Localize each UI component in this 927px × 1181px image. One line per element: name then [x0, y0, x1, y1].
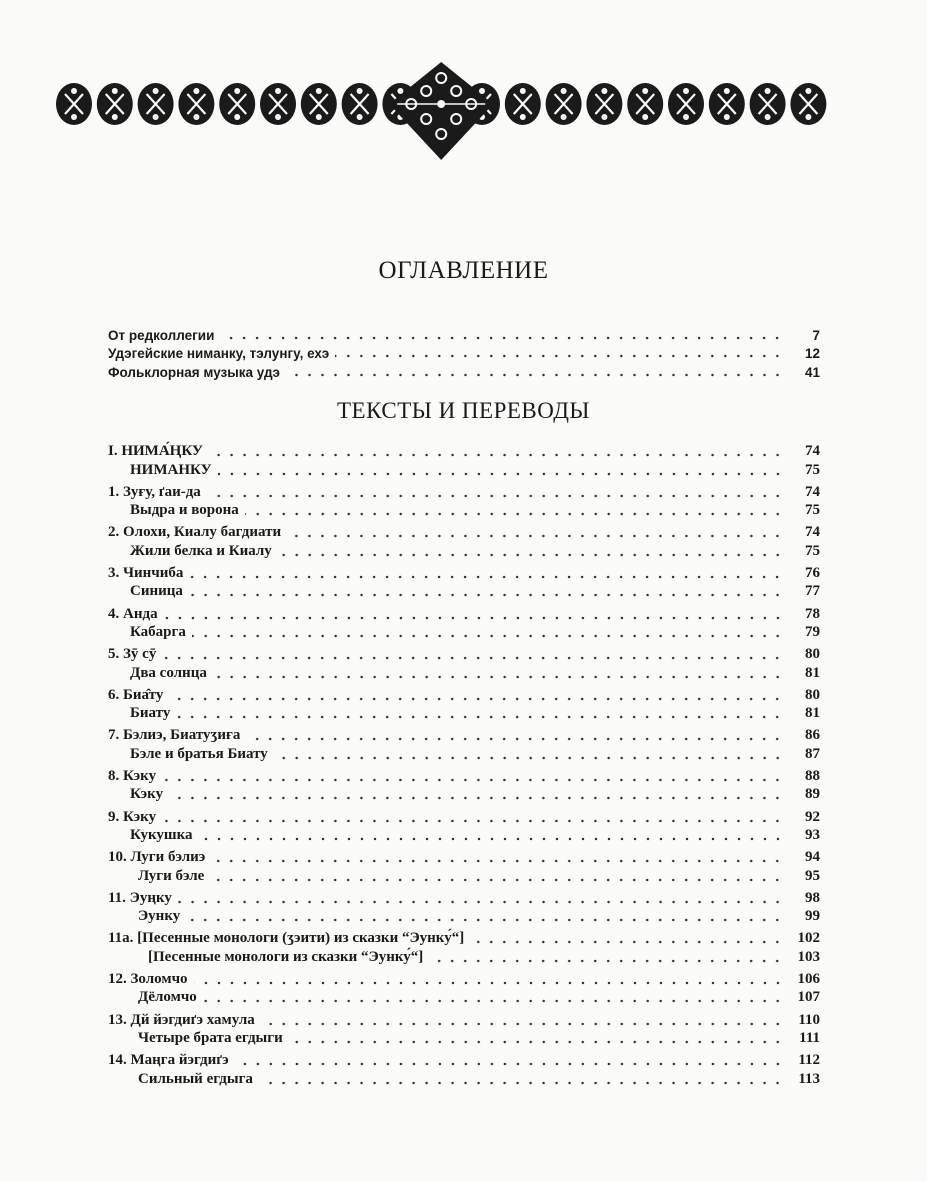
ornament-motif [260, 83, 296, 125]
dot-leader [211, 849, 784, 863]
ornament-motif [505, 83, 541, 125]
toc-entry[interactable] [108, 361, 820, 380]
dot-leader [209, 443, 784, 457]
page-number: 94 [805, 849, 820, 866]
toc-entry-label: Жили белка и Киалу [130, 542, 272, 559]
dot-leader [245, 502, 784, 516]
dot-leader [194, 971, 784, 985]
toc-entry[interactable] [108, 907, 820, 925]
ornament-motif [219, 83, 255, 125]
page-number: 41 [804, 364, 820, 380]
dot-leader [162, 809, 784, 823]
page-number: 89 [805, 786, 820, 803]
dot-leader [274, 746, 784, 760]
page-number: 81 [805, 664, 820, 681]
toc-group [108, 726, 820, 763]
ornament-center-motif [389, 62, 493, 160]
dot-leader [246, 727, 784, 741]
toc-entry[interactable] [108, 523, 820, 541]
toc-list [108, 442, 820, 1092]
toc-entry[interactable] [108, 929, 820, 947]
toc-group [108, 523, 820, 560]
toc-entry-label: Фольклорная музыка удэ [108, 364, 280, 380]
toc-entry-label: 4. Анда [108, 605, 158, 622]
toc-entry-label: 14. Маңга йэгдиґэ [108, 1052, 229, 1069]
page-number: 92 [805, 808, 820, 825]
toc-entry[interactable] [108, 826, 820, 844]
toc-entry[interactable] [108, 1010, 820, 1028]
dot-leader [278, 543, 784, 557]
toc-entry[interactable] [108, 1069, 820, 1087]
dot-leader [210, 868, 784, 882]
page-number: 88 [805, 768, 820, 785]
dot-leader [169, 786, 784, 800]
page-number: 12 [804, 346, 820, 361]
toc-entry[interactable] [108, 343, 820, 362]
ornament-motif [668, 83, 704, 125]
toc-entry[interactable] [108, 541, 820, 559]
toc-entry-label: Синица [130, 583, 183, 600]
dot-leader [186, 908, 784, 922]
dot-leader [203, 989, 784, 1003]
dot-leader [178, 890, 784, 904]
toc-entry[interactable] [108, 582, 820, 600]
toc-group [108, 970, 820, 1007]
page-number: 77 [805, 583, 820, 600]
front-matter-list [108, 324, 820, 380]
dot-leader [261, 1012, 784, 1026]
toc-entry[interactable] [108, 988, 820, 1006]
dot-leader [189, 583, 784, 597]
toc-entry-label: Биату [130, 705, 171, 722]
page-number: 74 [805, 443, 820, 460]
toc-entry-label: 13. Дй йэгдиґэ хамула [108, 1011, 255, 1028]
toc-entry[interactable] [108, 726, 820, 744]
toc-entry-label: Дёломчо [138, 989, 197, 1006]
toc-entry[interactable] [108, 564, 820, 582]
decorative-ornament-border [56, 62, 866, 162]
toc-entry[interactable] [108, 501, 820, 519]
dot-leader [259, 1071, 784, 1085]
toc-entry-label: 2. Олохи, Киалу багдиати [108, 524, 282, 541]
dot-leader [235, 1052, 784, 1066]
page-number: 80 [805, 686, 820, 703]
toc-group [108, 1010, 820, 1047]
toc-entry[interactable] [108, 324, 820, 343]
toc-entry-label: 11а. [Песенные монологи (ʒэити) из сказки “Эунку́“] [108, 930, 465, 947]
page-number: 78 [805, 605, 820, 622]
toc-entry-label: Кабарга [130, 623, 186, 640]
page-number: 87 [805, 745, 820, 762]
ornament-motif [138, 83, 174, 125]
toc-entry-label: Сильный егдыга [138, 1070, 253, 1087]
toc-entry[interactable] [108, 947, 820, 965]
page-number: 99 [805, 908, 820, 925]
toc-entry[interactable] [108, 866, 820, 884]
toc-group [108, 807, 820, 844]
toc-group [108, 442, 820, 479]
toc-entry[interactable] [108, 645, 820, 663]
toc-entry[interactable] [108, 460, 820, 478]
toc-entry-label: Кэку [130, 786, 164, 803]
ornament-motif [750, 83, 786, 125]
page-number: 95 [805, 867, 820, 884]
toc-entry[interactable] [108, 807, 820, 825]
dot-leader [162, 646, 784, 660]
dot-leader [335, 344, 784, 358]
page-number: 112 [798, 1052, 820, 1069]
dot-leader [287, 524, 784, 538]
toc-entry[interactable] [108, 623, 820, 641]
toc-group [108, 767, 820, 804]
page-number: 76 [805, 565, 820, 582]
dot-leader [189, 565, 784, 579]
dot-leader [199, 827, 784, 841]
toc-entry-label: Два солнца [130, 664, 207, 681]
ornament-motif [546, 83, 582, 125]
toc-entry-label: Выдра и ворона [130, 502, 239, 519]
toc-entry-label: 5. Зӯ сӯ [108, 646, 157, 663]
toc-entry[interactable] [108, 663, 820, 681]
page-number: 7 [812, 327, 820, 343]
toc-entry-label: НИМАНКУ [130, 461, 212, 478]
toc-entry[interactable] [108, 1029, 820, 1047]
toc-entry-label: 12. Золомчо [108, 971, 188, 988]
ornament-motif [709, 83, 745, 125]
page-number: 111 [799, 1029, 820, 1046]
dot-leader [220, 326, 784, 340]
page-number: 75 [805, 542, 820, 559]
toc-entry[interactable] [108, 767, 820, 785]
page-number: 75 [805, 461, 820, 478]
toc-entry[interactable] [108, 785, 820, 803]
page-number: 81 [805, 705, 820, 722]
toc-group [108, 483, 820, 520]
toc-group [108, 604, 820, 641]
page-number: 107 [797, 989, 820, 1006]
toc-group [108, 889, 820, 926]
page-number: 80 [805, 646, 820, 663]
toc-entry-label: От редколлегии [108, 327, 215, 343]
toc-entry[interactable] [108, 848, 820, 866]
toc-group [108, 929, 820, 966]
page-number: 103 [797, 948, 820, 965]
toc-entry[interactable] [108, 704, 820, 722]
toc-entry-label: Удэгейские нимaнку, тэлунгу, ехэ [108, 346, 330, 361]
dot-leader [164, 606, 784, 620]
toc-entry-label: Луги бэле [138, 867, 205, 884]
ornament-motif [342, 83, 378, 125]
ornament-motif [301, 83, 337, 125]
ornament-motif [627, 83, 663, 125]
dot-leader [169, 687, 784, 701]
toc-entry-label: 10. Луги бэлиэ [108, 849, 206, 866]
dot-leader [289, 1030, 784, 1044]
ornament-motif [97, 83, 133, 125]
toc-entry-label: 9. Кэку [108, 808, 157, 825]
toc-entry-label: 7. Бэлиэ, Биатуʒиға [108, 727, 241, 744]
toc-entry-label: 8. Кэку [108, 768, 157, 785]
toc-entry[interactable] [108, 1051, 820, 1069]
page-number: 86 [805, 727, 820, 744]
dot-leader [286, 363, 784, 377]
toc-entry-label: 11. Эуңку [108, 889, 172, 906]
dot-leader [162, 768, 784, 782]
toc-entry-label: Четыре брата егдыги [138, 1029, 283, 1046]
toc-group [108, 686, 820, 723]
section-title: ТЕКСТЫ И ПЕРЕВОДЫ [337, 398, 590, 423]
dot-leader [207, 484, 784, 498]
toc-entry[interactable] [108, 744, 820, 762]
page-number: 74 [805, 524, 820, 541]
ornament-motif [56, 83, 92, 125]
toc-entry[interactable] [108, 483, 820, 501]
toc-entry-label: Кукушка [130, 826, 193, 843]
dot-leader [470, 930, 784, 944]
page-number: 110 [798, 1011, 820, 1028]
toc-group [108, 564, 820, 601]
toc-group [108, 848, 820, 885]
dot-leader [429, 949, 784, 963]
toc-entry[interactable] [108, 889, 820, 907]
page-number: 79 [805, 623, 820, 640]
toc-entry-label: 6. Биа̂ту [108, 686, 164, 703]
dot-leader [218, 462, 784, 476]
page-number: 93 [805, 826, 820, 843]
page-number: 98 [805, 889, 820, 906]
page-number: 102 [797, 930, 820, 947]
page-title: ОГЛАВЛЕНИЕ [378, 257, 549, 284]
toc-entry-label: 1. Зуғу, ґаи-да [108, 483, 201, 500]
toc-entry-label: 3. Чинчиба [108, 565, 184, 582]
ornament-motif [790, 83, 826, 125]
toc-entry[interactable] [108, 970, 820, 988]
page-number: 113 [798, 1070, 820, 1087]
dot-leader [176, 705, 784, 719]
toc-entry-label: [Песенные монологи из сказки “Эунку́“] [148, 948, 424, 965]
toc-group [108, 1051, 820, 1088]
toc-entry-label: Бэле и братья Биату [130, 745, 268, 762]
ornament-motif [178, 83, 214, 125]
toc-entry[interactable] [108, 442, 820, 460]
toc-entry-label: Эунку [138, 908, 181, 925]
dot-leader [213, 665, 784, 679]
toc-entry[interactable] [108, 686, 820, 704]
page-number: 74 [805, 483, 820, 500]
page-number: 106 [797, 971, 820, 988]
toc-group [108, 645, 820, 682]
page-number: 75 [805, 502, 820, 519]
ornament-motif [586, 83, 622, 125]
toc-entry-label: I. НИМА́ҢКУ [108, 443, 203, 460]
toc-entry[interactable] [108, 604, 820, 622]
dot-leader [192, 624, 784, 638]
